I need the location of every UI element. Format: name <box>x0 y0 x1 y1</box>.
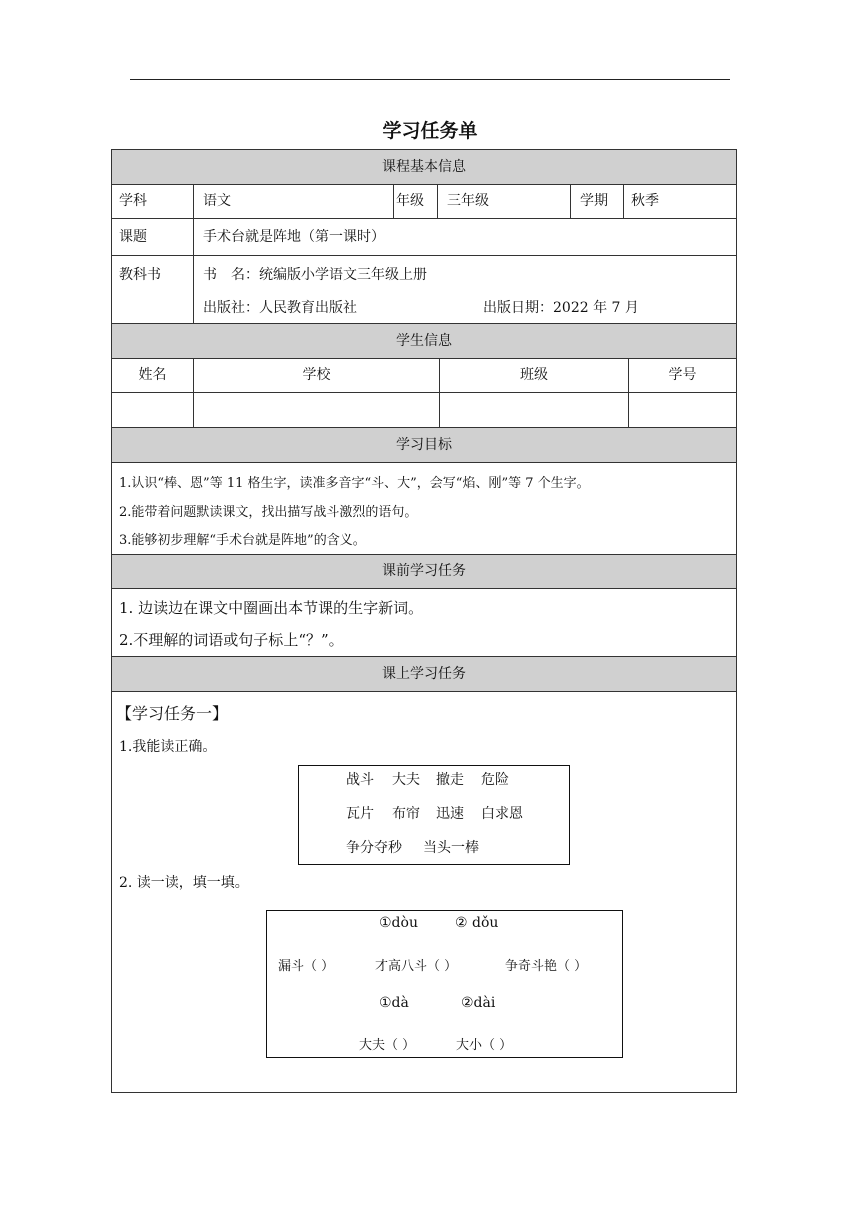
class-tasks-content <box>112 692 736 1092</box>
topic-row <box>112 219 736 256</box>
textbook-info <box>194 256 736 323</box>
name-input-cell[interactable] <box>112 393 194 427</box>
publisher: 出版社：人民教育出版社 <box>203 300 357 316</box>
dou-option: ② dǒu <box>455 915 499 931</box>
da-option: ②dài <box>461 995 496 1011</box>
word: 白求恩 <box>481 806 523 822</box>
school-input-cell[interactable] <box>194 393 440 427</box>
fill-blank[interactable]: 才高八斗（ ） <box>375 959 458 974</box>
grade-value: 三年级 <box>438 185 571 218</box>
fill-blank[interactable]: 大小（ ） <box>456 1038 513 1053</box>
publish-date: 出版日期：2022 年 7 月 <box>483 300 639 316</box>
class-input-cell[interactable] <box>440 393 629 427</box>
class-tasks-header: 课上学习任务 <box>112 657 736 692</box>
question-2: 2. 读一读，填一填。 <box>119 875 249 891</box>
column-name: 姓名 <box>112 359 194 392</box>
student-info-columns <box>112 359 736 393</box>
page-title: 学习任务单 <box>382 120 478 142</box>
book-name: 书 名：统编版小学语文三年级上册 <box>203 267 427 283</box>
pre-task-item: 1. 边读边在课文中圈画出本节课的生字新词。 <box>119 599 424 617</box>
word: 争分夺秒 <box>346 840 402 856</box>
word: 迅速 <box>436 806 464 822</box>
fill-blank[interactable]: 争奇斗艳（ ） <box>505 959 588 974</box>
textbook-label: 教科书 <box>112 256 194 323</box>
topic-label: 课题 <box>112 219 194 255</box>
pre-tasks-content <box>112 589 736 657</box>
term-label: 学期 <box>571 185 624 218</box>
word: 大夫 <box>392 772 420 788</box>
goals-content <box>112 463 736 555</box>
task1-title: 【学习任务一】 <box>116 704 229 723</box>
goal-item: 3.能够初步理解“手术台就是阵地”的含义。 <box>119 533 366 548</box>
student-info-inputs <box>112 393 736 428</box>
question-1: 1.我能读正确。 <box>119 739 217 755</box>
da-option: ①dà <box>379 995 409 1011</box>
student-id-input-cell[interactable] <box>629 393 736 427</box>
polyphone-box <box>266 910 623 1058</box>
subject-row <box>112 185 736 219</box>
pre-task-item: 2.不理解的词语或句子标上“？”。 <box>119 631 344 649</box>
goal-item: 2.能带着问题默读课文，找出描写战斗激烈的语句。 <box>119 505 418 520</box>
term-value: 秋季 <box>631 193 659 209</box>
word: 战斗 <box>346 772 374 788</box>
subject-label: 学科 <box>112 185 194 218</box>
header-rule <box>130 79 730 80</box>
word: 危险 <box>481 772 509 788</box>
grade-label: 年级 <box>394 185 438 218</box>
column-student-id: 学号 <box>668 367 697 383</box>
word: 布帘 <box>392 806 420 822</box>
topic-value: 手术台就是阵地（第一课时） <box>203 229 385 245</box>
word: 撤走 <box>436 772 464 788</box>
task-sheet-table <box>111 149 737 1093</box>
word-box <box>298 765 570 865</box>
fill-blank[interactable]: 大夫（ ） <box>359 1038 416 1053</box>
column-class: 班级 <box>440 359 629 392</box>
dou-option: ①dòu <box>379 915 418 931</box>
column-school: 学校 <box>194 359 440 392</box>
goals-header: 学习目标 <box>112 428 736 463</box>
pre-tasks-header: 课前学习任务 <box>112 555 736 589</box>
fill-blank[interactable]: 漏斗（ ） <box>278 959 335 974</box>
course-info-header: 课程基本信息 <box>112 150 736 185</box>
student-info-header: 学生信息 <box>112 324 736 359</box>
goal-item: 1.认识“棒、恩”等 11 格生字，读准多音字“斗、大”，会写“焰、刚”等 7 个生字。 <box>119 476 590 491</box>
subject-value: 语文 <box>194 185 394 218</box>
word: 当头一棒 <box>423 840 479 856</box>
word: 瓦片 <box>346 806 374 822</box>
textbook-row <box>112 256 736 324</box>
